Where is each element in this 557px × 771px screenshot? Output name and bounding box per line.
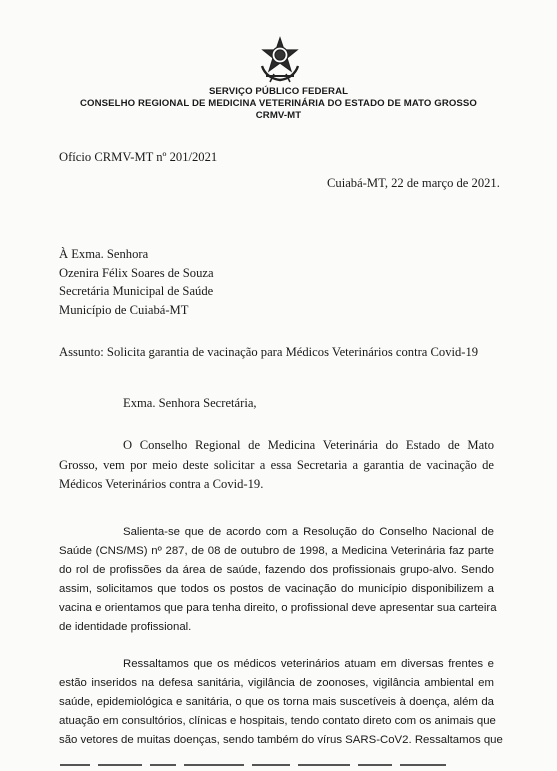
header-council-line: CONSELHO REGIONAL DE MEDICINA VETERINÁRIA DO ESTADO DE MATO GROSSO xyxy=(80,98,477,109)
paragraph-line: saúde, epidemiológica e sanitária, o que os torna mais suscetíveis à doença, além da xyxy=(59,696,494,708)
header-service-line: SERVIÇO PÚBLICO FEDERAL xyxy=(208,86,349,97)
paragraph-line: de identidade profissional. xyxy=(59,621,192,633)
brazil-coat-of-arms-icon xyxy=(256,36,304,84)
letter-salutation: Exma. Senhora Secretária, xyxy=(123,396,257,410)
paragraph-line: do rol de profissões da área de saúde, fazendo dos profissionais grupo-alvo. Sendo xyxy=(59,564,494,576)
letter-reference: Ofício CRMV-MT nº 201/2021 xyxy=(59,150,218,164)
paragraph-line: Grosso, vem por meio deste solicitar a essa Secretaria a garantia de vacinação de xyxy=(59,458,494,472)
recipient-line: Secretária Municipal de Saúde xyxy=(59,284,214,298)
letter-subject: Assunto: Solicita garantia de vacinação para Médicos Veterinários contra Covid-19 xyxy=(59,345,479,359)
header-acronym-line: CRMV-MT xyxy=(255,110,302,121)
paragraph-line: são vetores de muitas doenças, sendo também do vírus SARS-CoV2. Ressaltamos que xyxy=(59,734,503,746)
paragraph-line: assim, solicitamos que todos os postos de vacinação do município disponibilizem a xyxy=(59,583,494,595)
recipient-line: Ozenira Félix Soares de Souza xyxy=(59,266,214,280)
paragraph-line: atuação em consultórios, clínicas e hospitais, tendo contato direto com os animais que xyxy=(59,715,496,727)
paragraph-line: O Conselho Regional de Medicina Veterinária do Estado de Mato xyxy=(123,438,494,452)
paragraph-line: Salienta-se que de acordo com a Resolução do Conselho Nacional de xyxy=(123,526,494,538)
cut-off-text-line xyxy=(60,764,500,771)
recipient-line: À Exma. Senhora xyxy=(59,247,149,261)
letter-place-date: Cuiabá-MT, 22 de março de 2021. xyxy=(327,176,500,190)
paragraph-line: Médicos Veterinários contra a Covid-19. xyxy=(59,477,264,491)
paragraph-line: Saúde (CNS/MS) nº 287, de 08 de outubro de 1998, a Medicina Veterinária faz parte xyxy=(59,545,494,557)
paragraph-line: estão inseridos na defesa sanitária, vigilância de zoonoses, vigilância ambiental em xyxy=(59,677,494,689)
paragraph-line: vacina e orientamos que para tenha direito, o profissional deve apresentar sua carteira xyxy=(59,602,497,614)
paragraph-line: Ressaltamos que os médicos veterinários atuam em diversas frentes e xyxy=(123,658,494,670)
recipient-line: Município de Cuiabá-MT xyxy=(59,303,189,317)
